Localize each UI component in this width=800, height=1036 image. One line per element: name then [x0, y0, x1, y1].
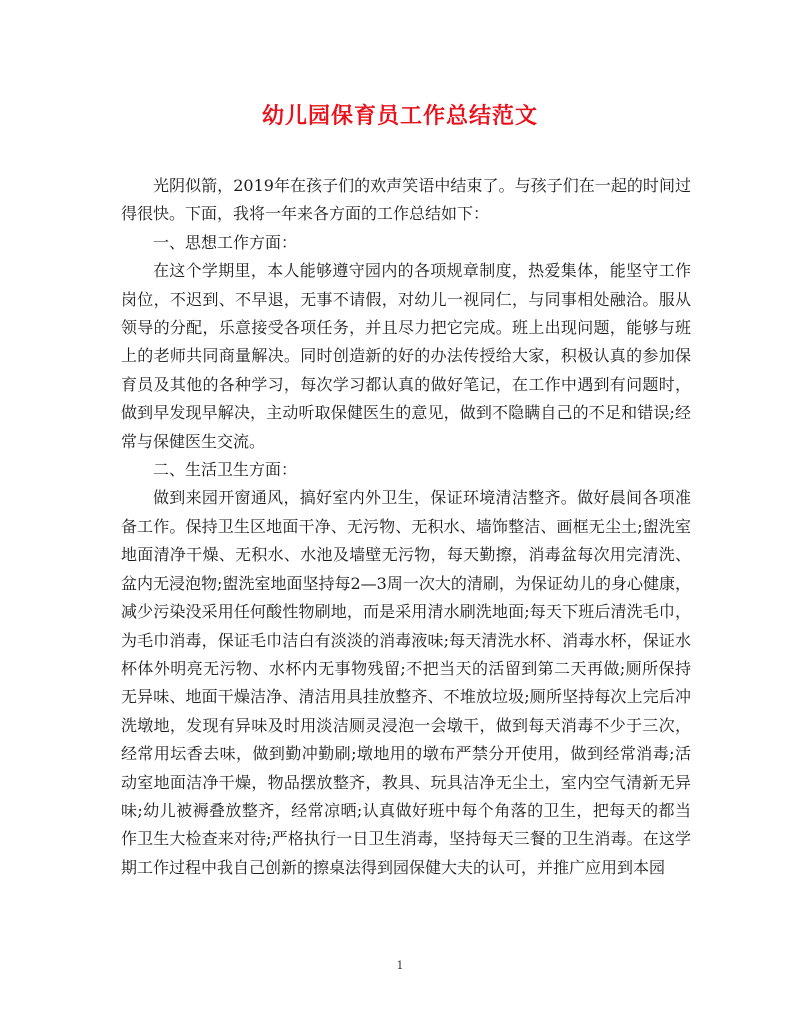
- document-body: [121, 172, 691, 882]
- section-heading-thought: 一、思想工作方面：: [153, 232, 298, 252]
- page-number: 1: [396, 959, 404, 972]
- document-title: 幼儿园保育员工作总结范文: [261, 103, 538, 129]
- section-heading-hygiene: 二、生活卫生方面：: [153, 460, 298, 480]
- hygiene-paragraph: 做到来园开窗通风，搞好室内外卫生，保证环境清洁整齐。做好晨间各项准备工作。保持卫生区地面干净、无污物、无积水、墙饰整洁、画框无尘土;盥洗室地面清净干燥、无积水、水池及墙壁无污物，每天勤擦，消毒盆每次用完清洗、盆内无浸泡物;盥洗室地面坚持每2—3周一次大的清刷，为保证幼儿的身心健康，减少污染没采用任何酸性物刷地，而是采用清水刷洗地面;每天下班后清洗毛巾，为毛巾消毒，保证毛巾洁白有淡淡的消毒液味;每天清洗水杯、消毒水杯，保证水杯体外明亮无污物、水杯内无事物残留;不把当天的活留到第二天再做;厕所保持无异味、地面干燥洁净、清洁用具挂放整齐、不堆放垃圾;厕所坚持每次上完后冲洗墩地，发现有异味及时用淡洁厕灵浸泡一会墩干，做到每天消毒不少于三次，经常用坛香去味，做到勤冲勤刷;墩地用的墩布严禁分开使用，做到经常消毒;活动室地面洁净干燥，物品摆放整齐，教具、玩具洁净无尘土，室内空气清新无异味;幼儿被褥叠放整齐，经常凉晒;认真做好班中每个角落的卫生，把每天的都当作卫生大检查来对待;严格执行一日卫生消毒，坚持每天三餐的卫生消毒。在这学期工作过程中我自己创新的擦桌法得到园保健大夫的认可，并推广应用到本园: [121, 488, 691, 877]
- intro-paragraph: 光阴似箭，2019年在孩子们的欢声笑语中结束了。与孩子们在一起的时间过得很快。下面，我将一年来各方面的工作总结如下：: [121, 176, 691, 224]
- thought-paragraph: 在这个学期里，本人能够遵守园内的各项规章制度，热爱集体，能坚守工作岗位，不迟到、不早退，无事不请假，对幼儿一视同仁，与同事相处融洽。服从领导的分配，乐意接受各项任务，并且尽力把它完成。班上出现问题，能够与班上的老师共同商量解决。同时创造新的好的办法传授给大家，积极认真的参加保育员及其他的各种学习，每次学习都认真的做好笔记，在工作中遇到有问题时，做到早发现早解决，主动听取保健医生的意见，做到不隐瞒自己的不足和错误;经常与保健医生交流。: [121, 261, 691, 451]
